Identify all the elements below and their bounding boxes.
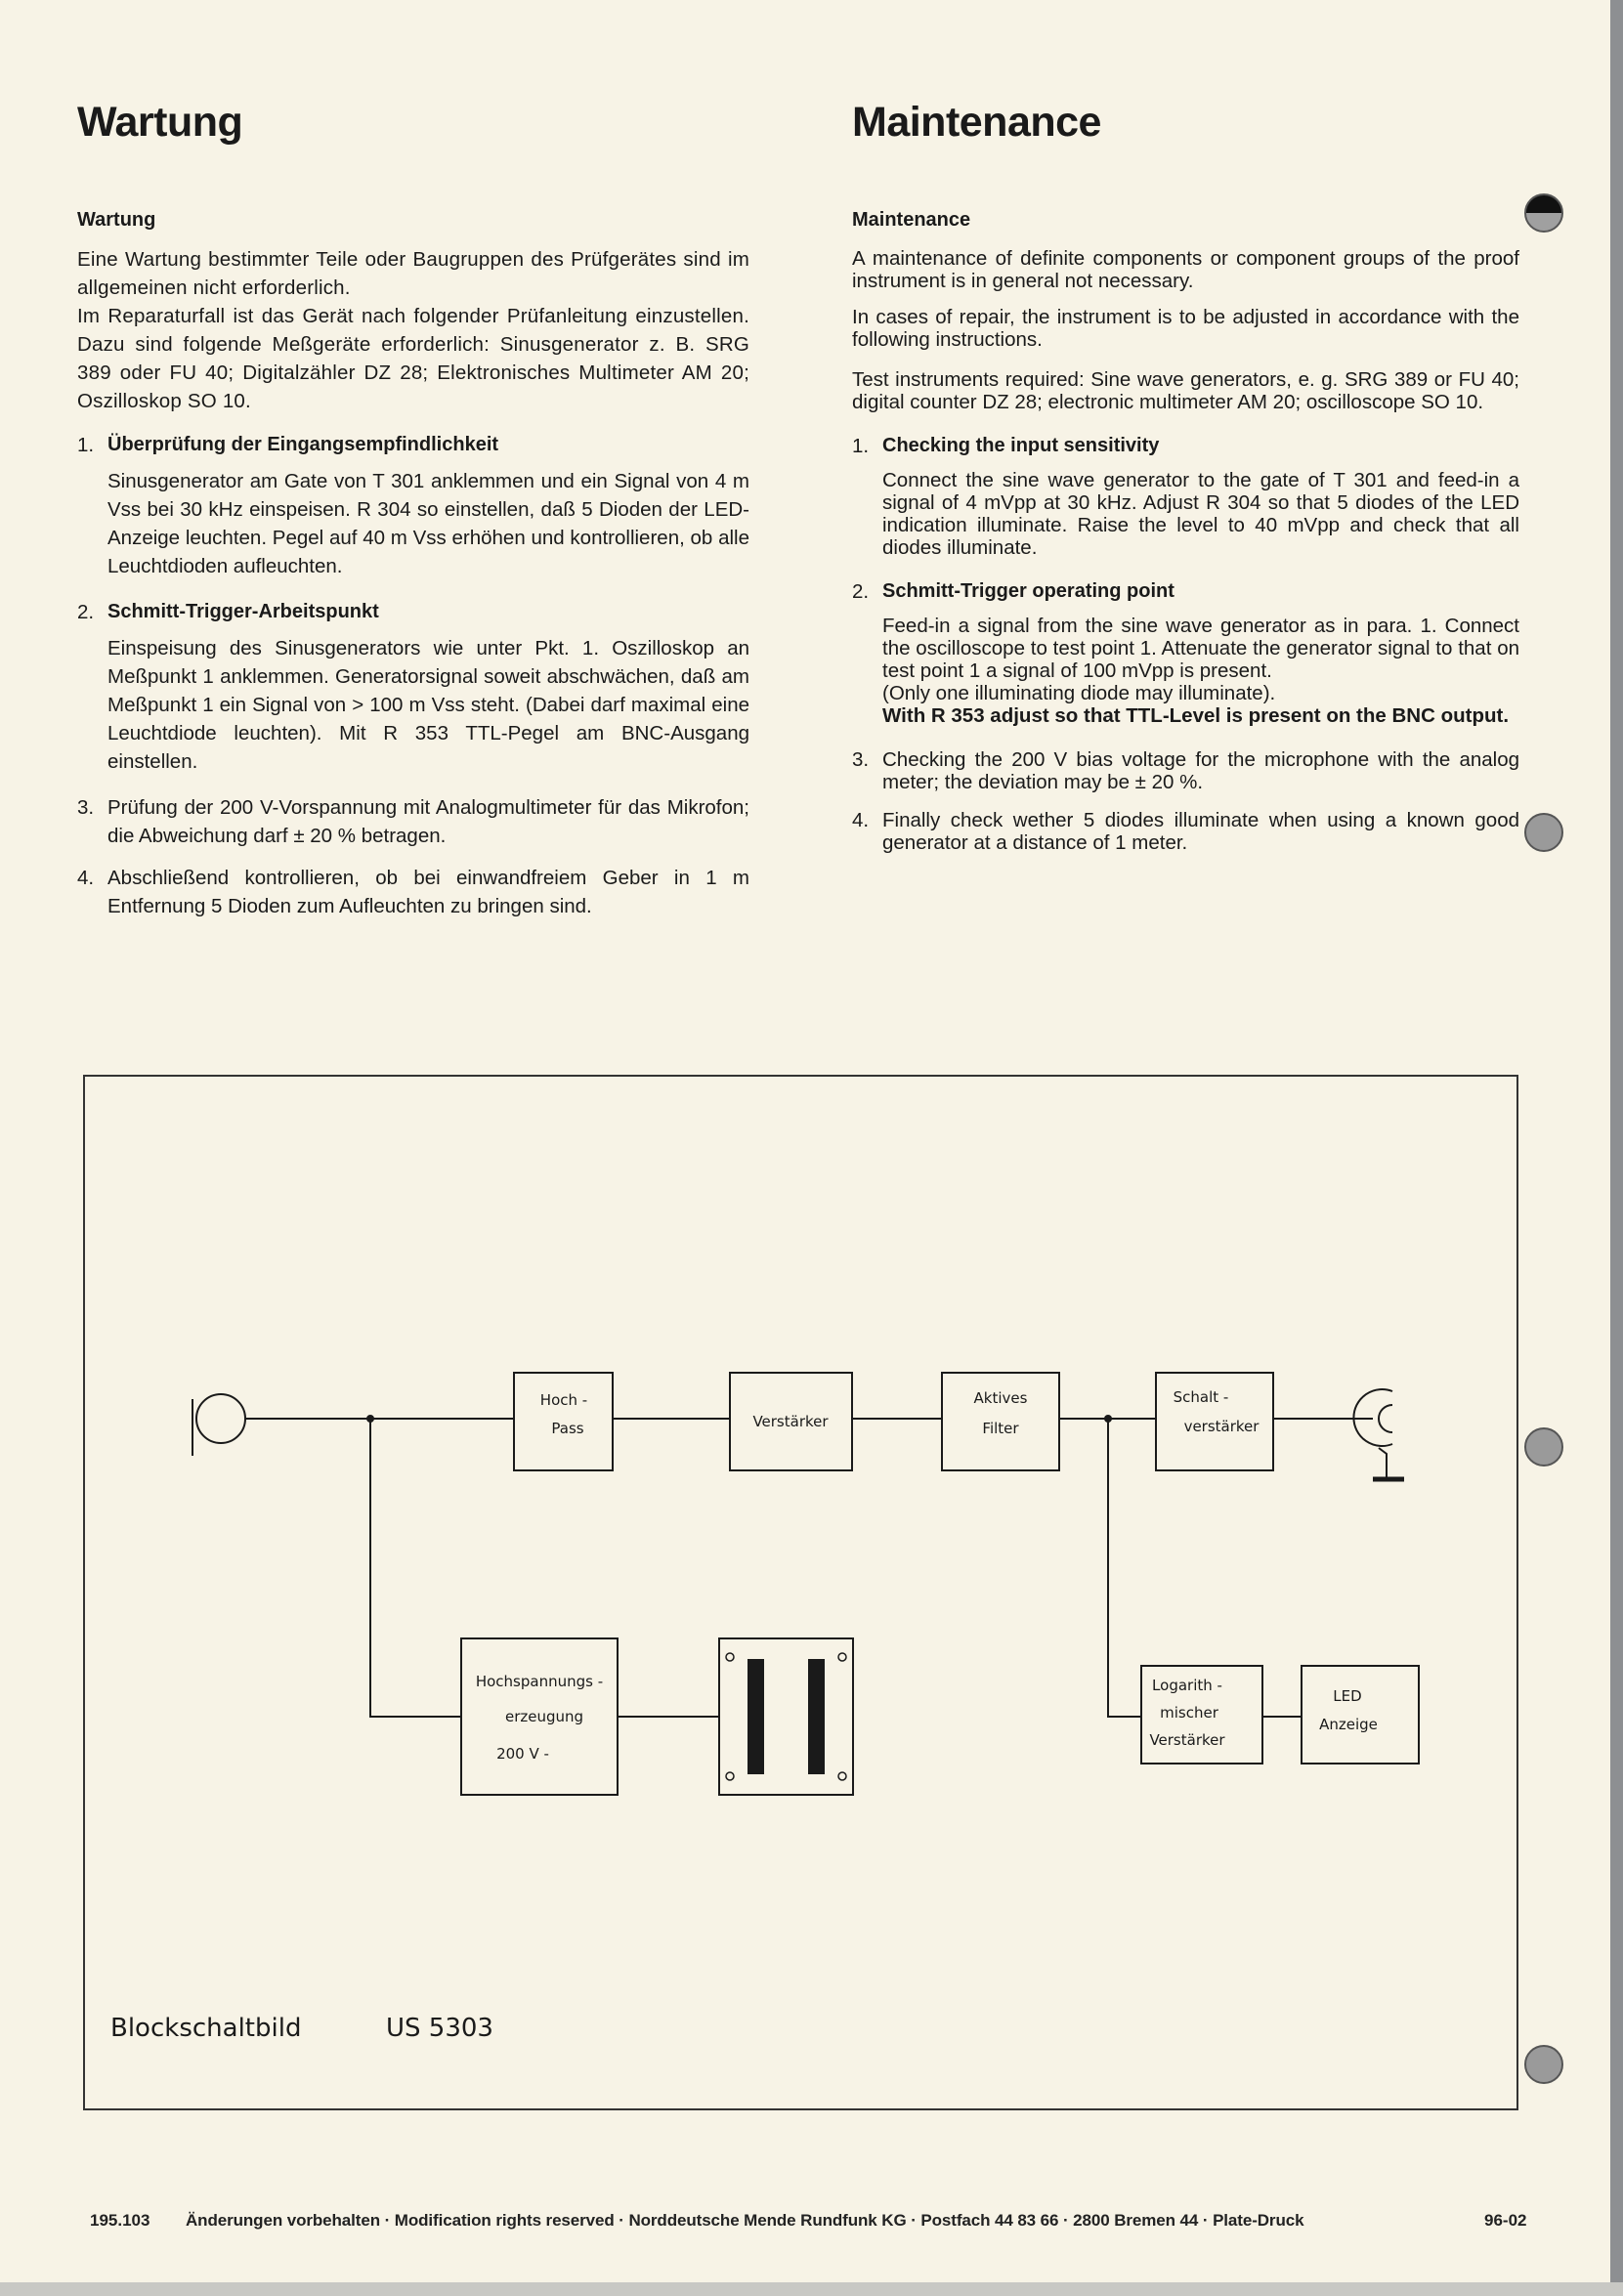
page-title-german: Wartung: [77, 99, 243, 146]
step-body: Sinusgenerator am Gate von T 301 anklemmen und ein Signal von 4 m Vss bei 30 kHz einspeisen. R 304 so einstellen, daß 5 Dioden der LED-Anzeige leuchten. Pegel auf 40 m Vss erhöhen und kontrollieren, ob alle Leuchtdioden aufleuchten.: [107, 470, 749, 577]
block-label: erzeugung: [504, 1708, 584, 1725]
block-label: Logarith -: [1152, 1677, 1222, 1694]
step-title: Checking the input sensitivity: [882, 435, 1160, 456]
block-diagram-frame: [83, 1075, 1518, 2110]
step-body: Prüfung der 200 V-Vorspannung mit Analogmultimeter für das Mikrofon; die Abweichung darf ± 20 % betragen.: [107, 796, 749, 847]
diagram-caption-model: US 5303: [386, 2014, 493, 2043]
step-list-english: [852, 435, 1519, 854]
block-label: Aktives: [973, 1389, 1028, 1407]
step-item: [852, 809, 1519, 854]
page-edge-right: [1610, 0, 1623, 2296]
block-label: Schalt -: [1173, 1388, 1229, 1406]
step-body: Einspeisung des Sinusgenerators wie unter Pkt. 1. Oszilloskop an Meßpunkt 1 anklemmen. Generatorsignal soweit abschwächen, daß am Meßpunkt 1 ein Signal von > 100 m Vss steht. (Dabei darf maximal eine Leuchtdiode leuchten). Mit R 353 TTL-Pegel am BNC-Ausgang einstellen.: [107, 637, 749, 773]
block-label: mischer: [1160, 1704, 1218, 1722]
step-extra: With R 353 adjust so that TTL-Level is present on the BNC output.: [882, 704, 1510, 727]
block-label: Pass: [551, 1420, 584, 1437]
instruments-paragraph: Im Reparaturfall ist das Gerät nach folgender Prüfanleitung einzustellen. Dazu sind folgende Meßgeräte erforderlich: Sinusgenerator z. B. SRG 389 oder FU 40; Digitalzähler DZ 28; Elektronisches Multimeter AM 20; Oszilloskop SO 10.: [77, 305, 749, 412]
step-number: 3.: [852, 748, 870, 771]
diagram-caption-label: Blockschaltbild: [110, 2014, 302, 2043]
step-note: (Only one illuminating diode may illuminate).: [882, 682, 1276, 704]
repair-paragraph: In cases of repair, the instrument is to be adjusted in accordance with the following instructions.: [852, 306, 1519, 351]
wire: [1379, 1448, 1387, 1479]
block-diagram: [85, 1077, 1516, 2108]
punch-hole-icon: [1524, 813, 1563, 852]
wire: [370, 1419, 461, 1717]
terminal-dot: [726, 1772, 734, 1780]
step-number: 1.: [852, 435, 870, 457]
section-heading-english: Maintenance: [852, 209, 971, 231]
step-number: 4.: [852, 809, 870, 831]
step-title: Schmitt-Trigger-Arbeitspunkt: [107, 601, 379, 622]
step-body: Finally check wether 5 diodes illuminate when using a known good generator at a distance of 1 meter.: [882, 809, 1519, 854]
wire: [1108, 1419, 1141, 1717]
step-number: 3.: [77, 796, 95, 819]
step-number: 1.: [77, 434, 95, 456]
led-display-block: [1302, 1666, 1419, 1764]
terminal-dot: [726, 1653, 734, 1661]
block-label: LED: [1333, 1687, 1362, 1705]
microphone-icon: [196, 1394, 245, 1443]
transformer-core-left: [747, 1659, 764, 1774]
block-label: Filter: [982, 1420, 1019, 1437]
punch-hole-icon: [1524, 1427, 1563, 1467]
footer-date: 96-02: [1484, 2211, 1527, 2230]
junction-dot: [1104, 1415, 1112, 1423]
bnc-inner-icon: [1379, 1405, 1392, 1432]
page-edge-bottom: [0, 2282, 1623, 2296]
step-number: 4.: [77, 867, 95, 889]
block-label: Anzeige: [1319, 1716, 1378, 1733]
block-label: verstärker: [1183, 1418, 1260, 1435]
step-item: [77, 864, 749, 920]
footer-code: 195.103: [90, 2211, 150, 2230]
step-body: Checking the 200 V bias voltage for the microphone with the analog meter; the deviation may be ± 20 %.: [882, 748, 1519, 793]
transformer-block: [719, 1638, 853, 1795]
intro-paragraph: Eine Wartung bestimmter Teile oder Baugruppen des Prüfgerätes sind im allgemeinen nicht erforderlich.: [77, 248, 749, 299]
german-column: [77, 98, 749, 934]
step-body: Abschließend kontrollieren, ob bei einwandfreiem Geber in 1 m Entfernung 5 Dioden zum Aufleuchten zu bringen sind.: [107, 867, 749, 917]
step-list-german: [77, 431, 749, 920]
terminal-dot: [838, 1653, 846, 1661]
step-title: Überprüfung der Eingangsempfindlichkeit: [107, 434, 499, 455]
block-label: Verstärker: [1149, 1731, 1225, 1749]
page-title-english: Maintenance: [852, 99, 1101, 146]
step-body: Connect the sine wave generator to the gate of T 301 and feed-in a signal of 4 mVpp at 30 kHz. Adjust R 304 so that 5 diodes of the LED indication illuminate. Raise the level to 40 mVpp and check that all diodes illuminate.: [882, 469, 1519, 559]
step-title: Schmitt-Trigger operating point: [882, 580, 1175, 602]
transformer-core-right: [808, 1659, 825, 1774]
punch-hole-icon: [1524, 193, 1563, 233]
step-item: [77, 431, 749, 580]
section-heading-german: Wartung: [77, 209, 156, 231]
step-item: [77, 598, 749, 776]
step-item: [852, 580, 1519, 727]
instruments-paragraph: Test instruments required: Sine wave generators, e. g. SRG 389 or FU 40; digital counter DZ 28; electronic multimeter AM 20; oscilloscope SO 10.: [852, 368, 1519, 413]
footer-notice: Änderungen vorbehalten · Modification rights reserved · Norddeutsche Mende Rundfunk KG · Postfach 44 83 66 · 2800 Bremen 44 · Plate-Druck: [186, 2211, 1304, 2230]
block-label: Hoch -: [539, 1391, 588, 1409]
block-label: Hochspannungs -: [475, 1673, 604, 1690]
punch-hole-icon: [1524, 2045, 1563, 2084]
step-item: [852, 748, 1519, 793]
step-number: 2.: [77, 601, 95, 623]
intro-paragraph: A maintenance of definite components or component groups of the proof instrument is in general not necessary.: [852, 247, 1519, 292]
junction-dot: [366, 1415, 374, 1423]
block-label: Verstärker: [752, 1413, 829, 1430]
step-body: Feed-in a signal from the sine wave generator as in para. 1. Connect the oscilloscope to test point 1. Attenuate the generator signal to that on test point 1 a signal of 100 mVpp is present.: [882, 615, 1519, 682]
step-item: [77, 793, 749, 850]
english-column: [852, 98, 1519, 868]
step-number: 2.: [852, 580, 870, 603]
terminal-dot: [838, 1772, 846, 1780]
block-label: 200 V -: [496, 1745, 549, 1763]
step-item: [852, 435, 1519, 559]
